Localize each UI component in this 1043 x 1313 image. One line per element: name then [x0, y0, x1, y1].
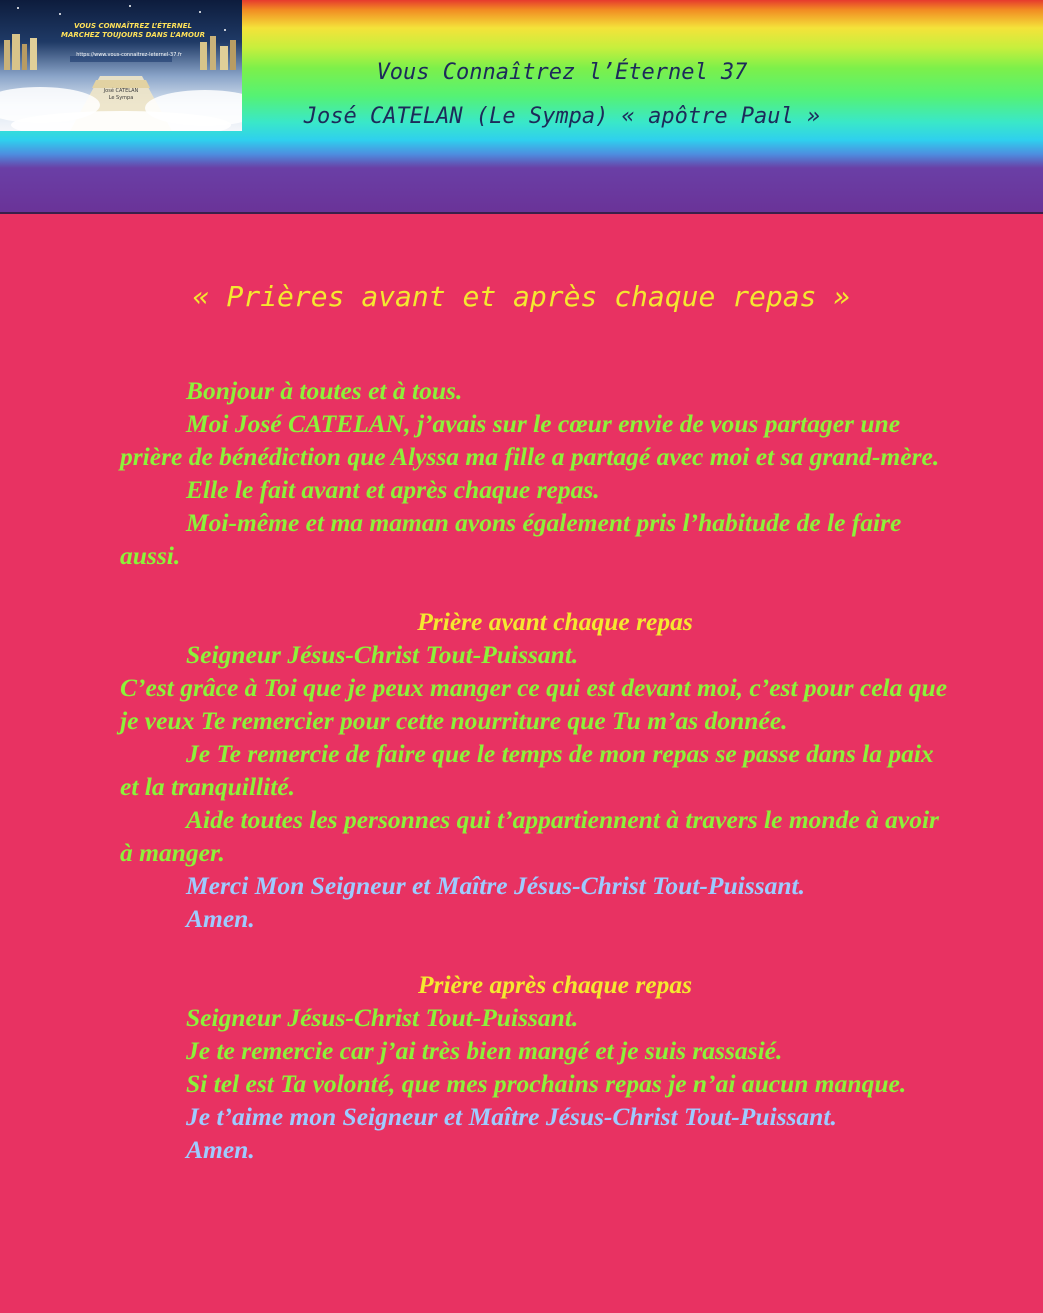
prayer-before-line: C’est grâce à Toi que je peux manger ce qui est devant moi, c’est pour cela que je veux Te remercier pour cette nourriture que Tu m’as donnée. — [120, 673, 948, 735]
spacer — [120, 572, 950, 605]
prayer-before-heading: Prière avant chaque repas — [417, 607, 693, 636]
spacer — [120, 935, 950, 968]
logo-text-line-2: MARCHEZ TOUJOURS DANS L’AMOUR — [61, 31, 205, 39]
site-logo — [0, 0, 242, 131]
prayer-after-heading: Prière après chaque repas — [417, 970, 693, 999]
logo-url: https://www.vous-connaitrez-leternel-37.fr — [76, 52, 182, 58]
intro-greeting: Bonjour à toutes et à tous. — [186, 376, 463, 405]
prayer-after-line: Si tel est Ta volonté, que mes prochains repas je n’ai aucun manque. — [186, 1069, 907, 1098]
prayer-after-line: Seigneur Jésus-Christ Tout-Puissant. — [186, 1003, 579, 1032]
prayer-before-line: Aide toutes les personnes qui t’appartiennent à travers le monde à avoir à manger. — [120, 805, 939, 867]
intro-paragraph: Elle le fait avant et après chaque repas. — [186, 475, 600, 504]
logo-text-line-1: VOUS CONNAÎTREZ L’ÉTERNEL — [74, 22, 192, 30]
prayer-before-line: Je Te remercie de faire que le temps de mon repas se passe dans la paix et la tranquillité. — [120, 739, 934, 801]
logo-nickname: Le Sympa — [108, 95, 134, 101]
site-subtitle: José CATELAN (Le Sympa) « apôtre Paul » — [303, 104, 821, 129]
logo-illustration — [0, 0, 242, 131]
intro-paragraph: Moi José CATELAN, j’avais sur le cœur envie de vous partager une prière de bénédiction que Alyssa ma fille a partagé avec moi et sa grand-mère. — [120, 409, 940, 471]
site-title: Vous Connaîtrez l’Éternel 37 — [376, 60, 748, 85]
prayer-before-amen: Amen. — [186, 904, 255, 933]
document-body — [120, 374, 950, 1166]
prayer-after-amen: Amen. — [186, 1135, 255, 1164]
page-header — [0, 0, 1043, 214]
prayer-before-line: Seigneur Jésus-Christ Tout-Puissant. — [186, 640, 579, 669]
document-title: « Prières avant et après chaque repas » — [192, 280, 851, 313]
logo-author: José CATELAN — [103, 88, 139, 94]
intro-paragraph: Moi-même et ma maman avons également pris l’habitude de le faire aussi. — [120, 508, 902, 570]
prayer-after-closing: Je t’aime mon Seigneur et Maître Jésus-Christ Tout-Puissant. — [186, 1102, 837, 1131]
prayer-after-line: Je te remercie car j’ai très bien mangé et je suis rassasié. — [186, 1036, 783, 1065]
prayer-before-closing: Merci Mon Seigneur et Maître Jésus-Christ Tout-Puissant. — [186, 871, 805, 900]
